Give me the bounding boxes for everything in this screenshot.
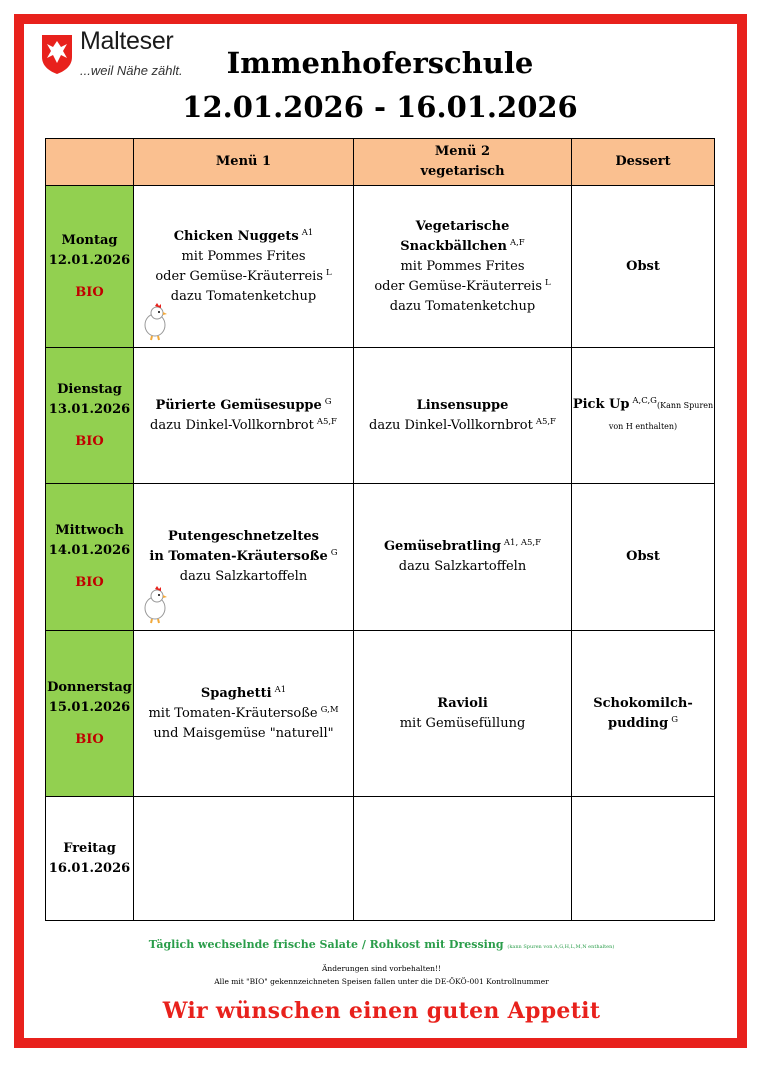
menu2-cell: [354, 797, 572, 921]
day-cell: [46, 186, 134, 348]
day-date: 14.01.2026: [48, 543, 131, 558]
bio-label: BIO: [75, 284, 104, 300]
menu1-cell: [134, 186, 354, 348]
header-menu2: [354, 139, 572, 186]
header-dessert: Dessert: [572, 139, 715, 186]
dessert-name: Obst: [626, 549, 660, 564]
bio-label: BIO: [75, 731, 104, 747]
side-line: dazu Dinkel-Vollkornbrot: [369, 417, 533, 433]
menu1-cell: [134, 631, 354, 797]
header-row: [46, 139, 715, 186]
table-row: [46, 484, 715, 631]
allergen-code: L: [326, 267, 332, 278]
table-row: [46, 797, 715, 921]
dish-name: Linsensuppe: [416, 397, 509, 413]
day-name: Mittwoch: [55, 523, 124, 538]
day-cell: [46, 797, 134, 921]
day-name: Montag: [61, 232, 118, 248]
menu2-cell: [354, 348, 572, 484]
menu2-cell: [354, 484, 572, 631]
date-range: 12.01.2026 - 16.01.2026: [182, 90, 578, 124]
allergen-code: A,C,G: [632, 395, 657, 406]
malteser-cross-icon: [40, 33, 74, 75]
table-row: [46, 631, 715, 797]
day-name: Dienstag: [57, 381, 122, 397]
allergen-code: L: [545, 277, 551, 288]
chicken-icon: [140, 586, 170, 624]
dish-name-continued: in Tomaten-Kräutersoße: [149, 549, 328, 564]
header-menu2-subtitle: vegetarisch: [420, 164, 505, 179]
menu1-cell: [134, 484, 354, 631]
menu-table: [45, 138, 715, 921]
changes-notice: Änderungen sind vorbehalten!!: [321, 964, 442, 973]
allergen-note: von H enthalten): [608, 421, 678, 431]
day-date: 16.01.2026: [48, 860, 131, 876]
allergen-code: A1, A5,F: [503, 538, 542, 548]
bio-certification-notice: Alle mit "BIO" gekennzeichneten Speisen fallen unter die DE-ÖKÖ-001 Kontrollnummer: [214, 977, 549, 986]
side-line: dazu Tomatenketchup: [389, 298, 536, 314]
allergen-code: G: [330, 548, 338, 558]
bio-label: BIO: [75, 433, 104, 449]
allergen-code: A1: [274, 684, 287, 695]
header-menu1: Menü 1: [134, 139, 354, 186]
side-line: oder Gemüse-Kräuterreis: [155, 268, 323, 284]
day-name: Donnerstag: [47, 679, 132, 695]
allergen-code: A1: [301, 227, 314, 238]
day-cell: [46, 348, 134, 484]
header-menu2-title: Menü 2: [434, 144, 491, 159]
dish-name: Gemüsebratling: [383, 539, 501, 554]
school-title: Immenhoferschule: [226, 46, 534, 80]
menu1-cell: [134, 348, 354, 484]
dessert-cell: [572, 348, 715, 484]
dish-name: Chicken Nuggets: [173, 228, 299, 244]
bio-label: BIO: [75, 575, 104, 590]
dessert-name: Schokomilch-: [593, 695, 693, 711]
allergen-code: A5,F: [535, 416, 556, 427]
day-cell: [46, 484, 134, 631]
salad-allergen-note: (kann Spuren von A,G,H,L,M,N enthalten): [507, 944, 615, 950]
dish-name: Putengeschnetzeltes: [168, 529, 319, 544]
side-line: oder Gemüse-Kräuterreis: [374, 278, 542, 294]
menu2-cell: [354, 186, 572, 348]
table-row: [46, 348, 715, 484]
salad-notice: [0, 938, 763, 951]
chicken-icon: [140, 303, 170, 341]
header-corner: [46, 139, 134, 186]
day-date: 15.01.2026: [48, 699, 131, 715]
allergen-code: A,F: [509, 237, 525, 248]
day-date: 13.01.2026: [48, 401, 131, 417]
table-row: [46, 186, 715, 348]
allergen-code: G: [324, 396, 332, 407]
appetit-greeting: Wir wünschen einen guten Appetit: [162, 998, 601, 1024]
dessert-cell: [572, 631, 715, 797]
allergen-code: G: [671, 714, 678, 725]
allergen-note: (Kann Spuren: [656, 400, 714, 410]
side-line: dazu Tomatenketchup: [170, 288, 317, 304]
dish-name: Spaghetti: [200, 685, 272, 701]
side-line: dazu Salzkartoffeln: [179, 569, 308, 584]
brand-tagline: ...weil Nähe zählt.: [80, 63, 183, 78]
dessert-name: Pick Up: [572, 396, 630, 412]
dish-name: Pürierte Gemüsesuppe: [155, 397, 322, 413]
dessert-name-continued: pudding: [608, 715, 669, 731]
dish-name: Ravioli: [437, 695, 488, 711]
salad-text: Täglich wechselnde frische Salate / Rohkost mit Dressing: [148, 938, 504, 951]
side-line: dazu Salzkartoffeln: [398, 559, 527, 574]
dessert-cell: [572, 484, 715, 631]
day-date: 12.01.2026: [48, 252, 131, 268]
day-cell: [46, 631, 134, 797]
dessert-cell: [572, 186, 715, 348]
brand-name: Malteser: [80, 27, 174, 55]
dessert-cell: [572, 797, 715, 921]
day-name: Freitag: [63, 840, 116, 856]
side-line: mit Tomaten-Kräutersoße: [148, 705, 318, 721]
allergen-code: G,M: [320, 704, 339, 715]
side-line: mit Pommes Frites: [181, 248, 306, 264]
allergen-code: A5,F: [316, 416, 337, 427]
dish-name: Vegetarische Snackbällchen: [400, 218, 510, 254]
dessert-name: Obst: [626, 258, 660, 274]
side-line: mit Pommes Frites: [400, 258, 525, 274]
menu2-cell: [354, 631, 572, 797]
side-line: dazu Dinkel-Vollkornbrot: [150, 417, 314, 433]
side-line: und Maisgemüse "naturell": [153, 725, 334, 741]
menu1-cell: [134, 797, 354, 921]
side-line: mit Gemüsefüllung: [399, 715, 526, 731]
